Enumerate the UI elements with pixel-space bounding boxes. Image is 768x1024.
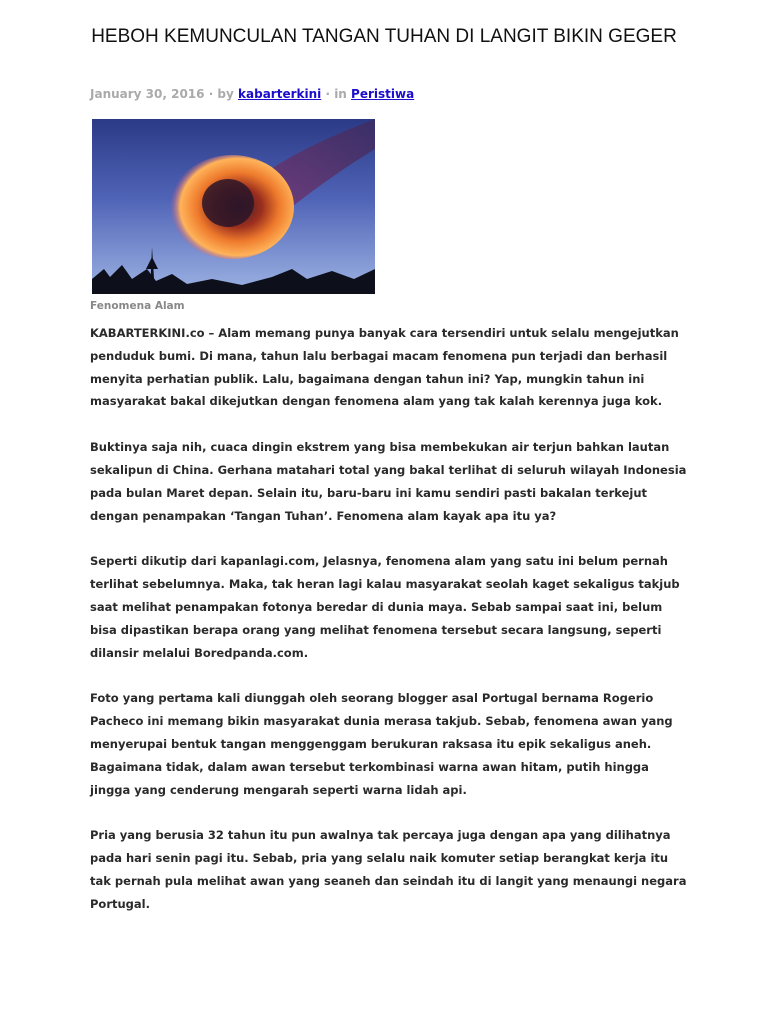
paragraph: Buktinya saja nih, cuaca dingin ekstrem yang bisa membekukan air terjun bahkan lautan sekalipun di China. Gerhana matahari total yang bakal terlihat di seluruh wilayah Indonesia pada bulan Maret depan. Selain itu, baru-baru ini kamu sendiri pasti bakalan terkejut dengan penampakan ‘Tangan Tuhan’. Fenomena alam kayak apa itu ya? (90, 440, 687, 523)
article-title: HEBOH KEMUNCULAN TANGAN TUHAN DI LANGIT BIKIN GEGER (91, 26, 677, 47)
fire-cloud-photo (92, 119, 375, 294)
post-date: January 30, 2016 (90, 87, 205, 101)
article-body (90, 322, 690, 939)
paragraph: Seperti dikutip dari kapanlagi.com, Jelasnya, fenomena alam yang satu ini belum pernah terlihat sebelumnya. Maka, tak heran lagi kalau masyarakat seolah kaget sekaligus takjub saat melihat penampakan fotonya beredar di dunia maya. Sebab sampai saat ini, belum bisa dipastikan berapa orang yang melihat fenomena tersebut secara langsung, seperti dilansir melalui Boredpanda.com. (90, 554, 680, 660)
category-link[interactable]: Peristiwa (351, 87, 415, 101)
paragraph: KABARTERKINI.co – Alam memang punya banyak cara tersendiri untuk selalu mengejutkan penduduk bumi. Di mana, tahun lalu berbagai macam fenomena pun terjadi dan berhasil menyita perhatian publik. Lalu, bagaimana dengan tahun ini? Yap, mungkin tahun ini masyarakat bakal dikejutkan dengan fenomena alam yang tak kalah kerennya juga kok. (90, 326, 679, 409)
in-label: · in (325, 87, 347, 101)
paragraph: Pria yang berusia 32 tahun itu pun awalnya tak percaya juga dengan apa yang dilihatnya pada hari senin pagi itu. Sebab, pria yang selalu naik komuter setiap berangkat kerja itu tak pernah pula melihat awan yang seaneh dan seindah itu di langit yang menaungi negara Portugal. (90, 828, 687, 911)
by-label: · by (208, 87, 234, 101)
paragraph: Foto yang pertama kali diunggah oleh seorang blogger asal Portugal bernama Rogerio Pacheco ini memang bikin masyarakat dunia merasa takjub. Sebab, fenomena awan yang menyerupai bentuk tangan menggenggam berukuran raksasa itu epik sekaligus aneh. Bagaimana tidak, dalam awan tersebut terkombinasi warna awan hitam, putih hingga jingga yang cenderung mengarah seperti warna lidah api. (90, 691, 673, 797)
article-meta (90, 87, 414, 101)
author-link[interactable]: kabarterkini (238, 87, 322, 101)
image-caption: Fenomena Alam (90, 300, 185, 312)
